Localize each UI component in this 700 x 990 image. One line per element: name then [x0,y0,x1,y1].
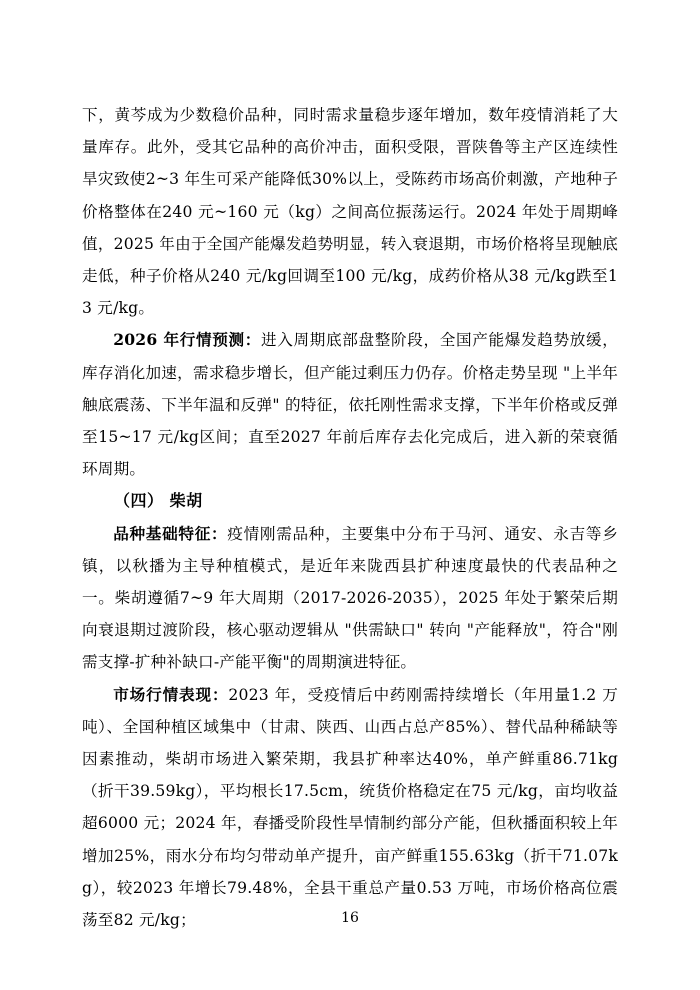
paragraph-text: 进入周期底部盘整阶段，全国产能爆发趋势放缓，库存消化加速，需求稳步增长，但产能过剩压力仍存。价格走势呈现 "上半年触底震荡、下半年温和反弹" 的特征，依托刚性需求支撑，下半年价格或反弹至15~17 元/kg区间；直至2027 年前后库存去化完成后，进入新的荣衰循环周期。 [82,331,618,479]
paragraph-lead: 2026 年行情预测： [113,330,261,350]
paragraph-text: 2023 年，受疫情后中药刚需持续增长（年用量1.2 万吨）、全国种植区域集中（甘肃、陕西、山西占总产85%）、替代品种稀缺等因素推动，柴胡市场进入繁荣期，我县扩种率达40%，单产鲜重86.71kg（折干39.59kg），平均根长17.5cm，统货价格稳定在75 元/kg，亩均收益超6000 元；2024 年，春播受阶段性旱情制约部分产能，但秋播面积较上年增加25%，雨水分布均匀带动单产提升，亩产鲜重155.63kg（折干71.07kg），较2023 年增长79.48%，全县干重总产量0.53 万吨，市场价格高位震荡至82 元/kg； [82,685,618,930]
page-number: 16 [341,910,359,926]
paragraph-huangqin-continuation [82,99,618,324]
paragraph-variety-basic-features [82,518,618,679]
page-content [82,99,618,936]
paragraph-text: 疫情刚需品种，主要集中分布于马河、通安、永吉等乡镇，以秋播为主导种植模式，是近年来陇西县扩种速度最快的代表品种之一。柴胡遵循7~9 年大周期（2017-2026-2035），2025 年处于繁荣后期向衰退期过渡阶段，核心驱动逻辑从 "供需缺口" 转向 "产能释放"，符合"刚需支撑-扩种补缺口-产能平衡"的周期演进特征。 [82,524,618,672]
paragraph-market-performance [82,679,618,937]
section-heading-chaihu: （四） 柴胡 [114,491,203,511]
paragraph-lead: 品种基础特征： [113,523,228,543]
paragraph-lead: 市场行情表现： [113,684,229,704]
paragraph-text: 下，黄芩成为少数稳价品种，同时需求量稳步逐年增加，数年疫情消耗了大量库存。此外，受其它品种的高价冲击，面积受限，晋陕鲁等主产区连续性旱灾致使2~3 年生可采产能降低30%以上，受陈药市场高价刺激，产地种子价格整体在240 元~160 元（kg）之间高位振荡运行。2024 年处于周期峰值，2025 年由于全国产能爆发趋势明显，转入衰退期，市场价格将呈现触底走低，种子价格从240 元/kg回调至100 元/kg，成药价格从38 元/kg跌至13 元/kg。 [82,106,618,318]
paragraph-2026-forecast [82,324,618,485]
